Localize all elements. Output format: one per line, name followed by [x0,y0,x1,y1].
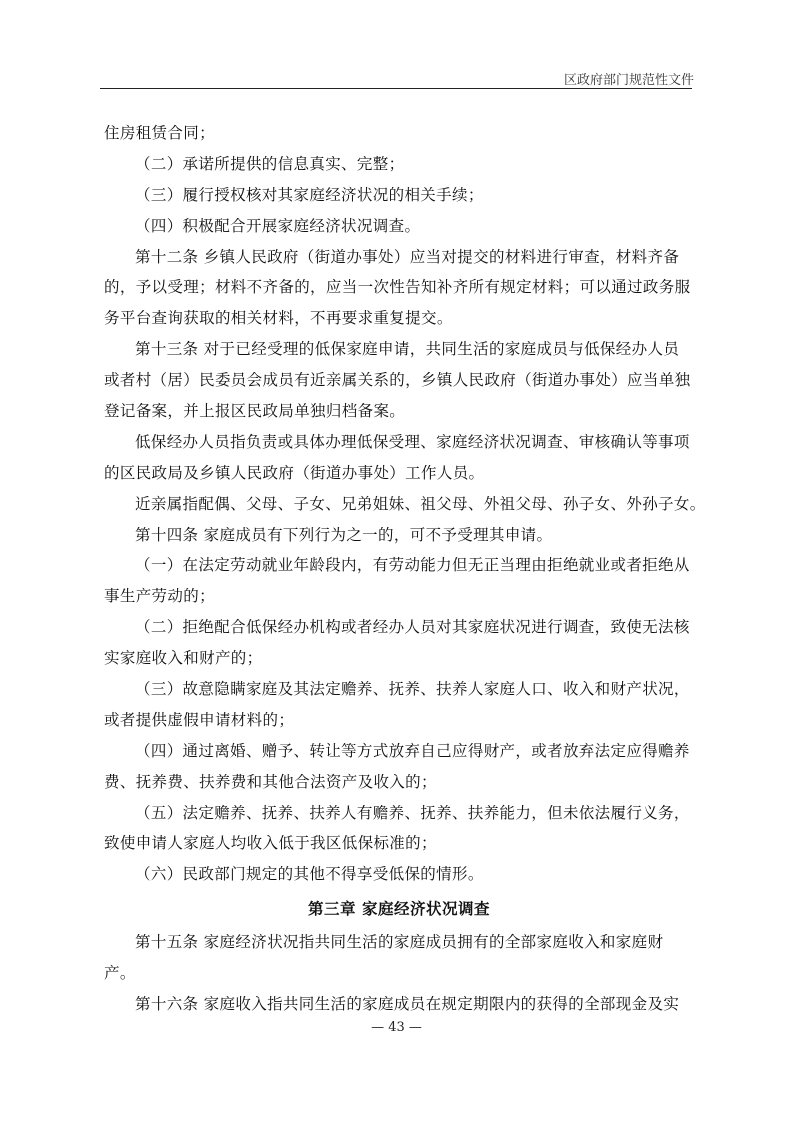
text-line: （三）履行授权核对其家庭经济状况的相关手续； [135,185,484,204]
text-line: （二）拒绝配合低保经办机构或者经办人员对其家庭状况进行调查，致使无法核 [135,618,690,637]
page-number: — 43 — [371,1020,422,1035]
text-line: （三）故意隐瞒家庭及其法定赡养、抚养、扶养人家庭人口、收入和财产状况， [135,680,690,699]
header-rule [100,88,692,89]
text-line: 的，予以受理；材料不齐备的，应当一次性告知补齐所有规定材料；可以通过政务服 [104,278,691,297]
text-line: 或者提供虚假申请材料的； [104,710,295,729]
text-line: 产。 [104,964,136,983]
text-line: 近亲属指配偶、父母、子女、兄弟姐妹、祖父母、外祖父母、孙子女、外孙子女。 [135,494,706,513]
text-line: 的区民政局及乡镇人民政府（街道办事处）工作人员。 [104,463,485,482]
text-line: 务平台查询获取的相关材料，不再要求重复提交。 [104,309,453,328]
page-header-label: 区政府部门规范性文件 [563,73,694,88]
text-line: 致使申请人家庭人均收入低于我区低保标准的； [104,834,437,853]
article-14-line: 第十四条 家庭成员有下列行为之一的，可不予受理其申请。 [135,525,553,544]
text-line: （四）积极配合开展家庭经济状况调查。 [135,216,421,235]
text-line: 事生产劳动的； [104,587,215,606]
text-line: （一）在法定劳动就业年龄段内，有劳动能力但无正当理由拒绝就业或者拒绝从 [135,556,690,575]
article-16-line: 第十六条 家庭收入指共同生活的家庭成员在规定期限内的获得的全部现金及实 [135,995,680,1014]
text-line: 登记备案，并上报区民政局单独归档备案。 [104,402,406,421]
article-15-line: 第十五条 家庭经济状况指共同生活的家庭成员拥有的全部家庭收入和家庭财 [135,933,664,952]
article-13-line: 第十三条 对于已经受理的低保家庭申请，共同生活的家庭成员与低保经办人员 [135,340,680,359]
text-line: 低保经办人员指负责或具体办理低保受理、家庭经济状况调查、审核确认等事项 [135,432,690,451]
text-line: 住房租赁合同； [104,124,215,142]
text-line: 实家庭收入和财产的； [104,649,263,668]
text-line: 费、抚养费、扶养费和其他合法资产及收入的； [104,772,437,791]
text-line: （五）法定赡养、抚养、扶养人有赡养、抚养、扶养能力，但未依法履行义务， [135,803,690,822]
article-12-line: 第十二条 乡镇人民政府（街道办事处）应当对提交的材料进行审查，材料齐备 [135,247,680,266]
text-line: 或者村（居）民委员会成员有近亲属关系的，乡镇人民政府（街道办事处）应当单独 [104,371,691,390]
text-line: （六）民政部门规定的其他不得享受低保的情形。 [135,865,484,884]
text-line: （二）承诺所提供的信息真实、完整； [135,154,405,173]
text-line: （四）通过离婚、赠予、转让等方式放弃自己应得财产，或者放弃法定应得赡养 [135,741,690,760]
document-body [104,118,706,1020]
chapter-title: 第三章 家庭经济状况调查 [308,900,490,919]
